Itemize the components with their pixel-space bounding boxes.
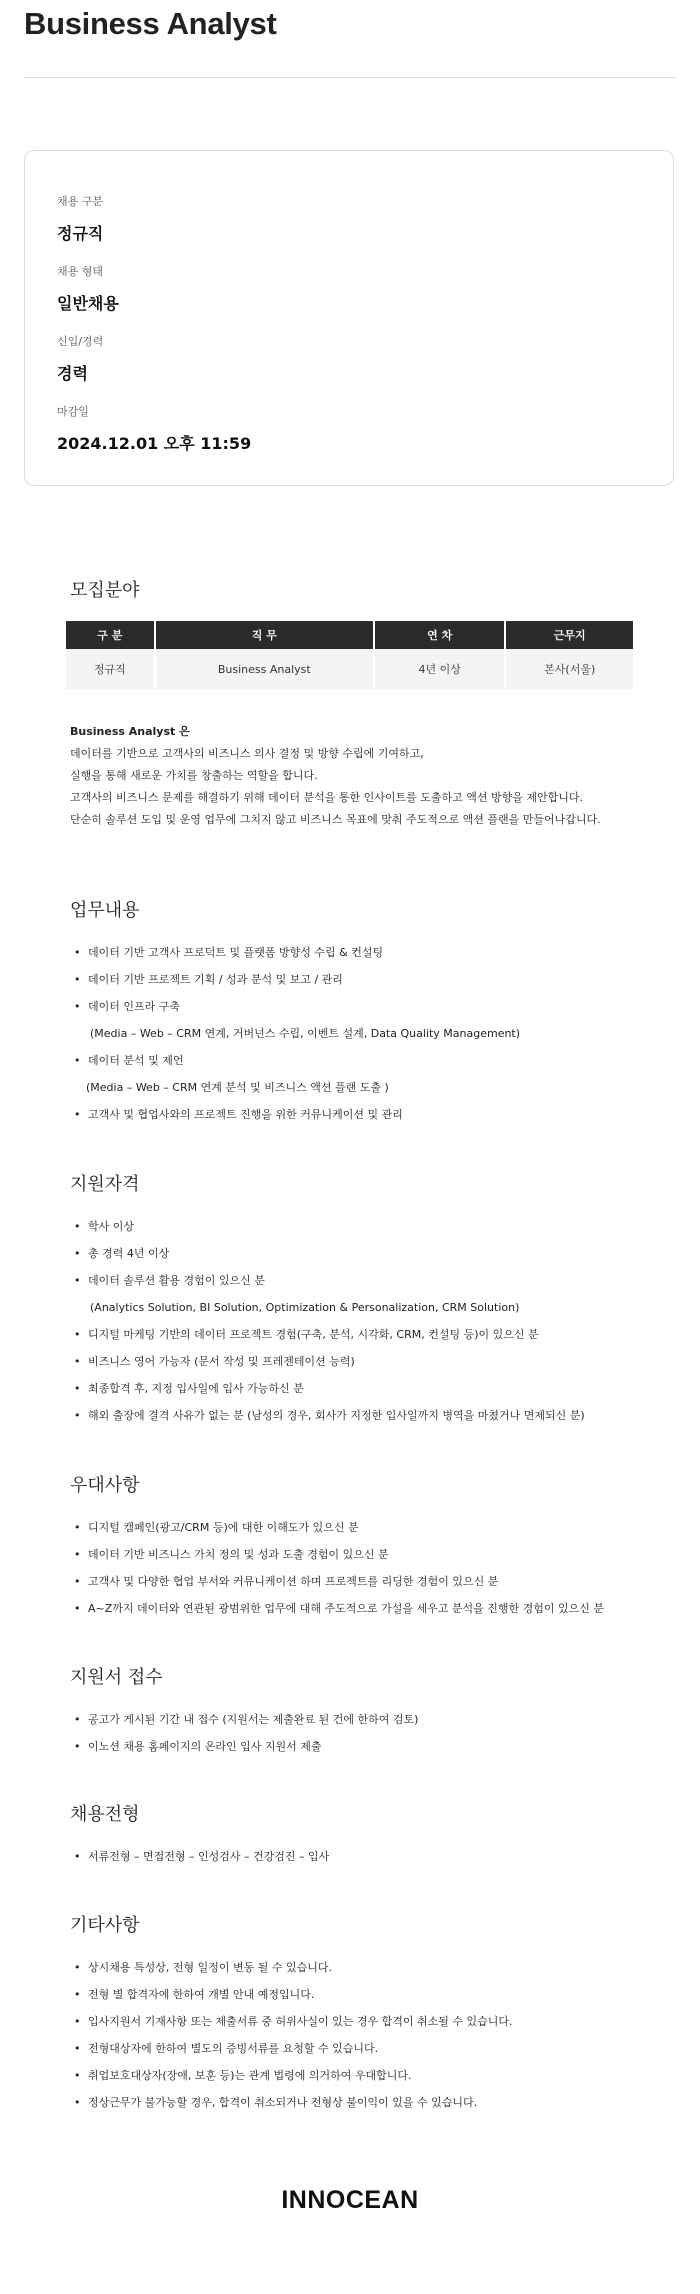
table-cell: 본사(서울) xyxy=(506,649,633,689)
etc-list xyxy=(74,1954,674,2116)
table-cell: 정규직 xyxy=(66,649,154,689)
job-intro xyxy=(70,721,670,831)
table-header-cell: 직 무 xyxy=(156,621,373,649)
list-item: • 이노션 채용 홈페이지의 온라인 입사 지원서 제출 xyxy=(74,1733,674,1760)
list-item: • 데이터 기반 프로젝트 기획 / 성과 분석 및 보고 / 관리 xyxy=(74,966,674,993)
list-item: • 최종합격 후, 지정 입사일에 입사 가능하신 분 xyxy=(74,1375,674,1402)
process-list xyxy=(74,1843,674,1870)
intro-line: 고객사의 비즈니스 문제를 해결하기 위해 데이터 분석을 통한 인사이트를 도출하고 액션 방향을 제안합니다. xyxy=(70,791,583,804)
list-item: • 고객사 및 다양한 협업 부서와 커뮤니케이션 하며 프로젝트를 리딩한 경험이 있으신 분 xyxy=(74,1568,674,1595)
table-cell: 4년 이상 xyxy=(375,649,505,689)
job-summary-card xyxy=(24,150,674,486)
summary-label: 채용 형태 xyxy=(57,265,104,278)
table-header-cell: 구 분 xyxy=(66,621,154,649)
preferred-list xyxy=(74,1514,674,1622)
list-item: • 전형 별 합격자에 한하여 개별 안내 예정입니다. xyxy=(74,1981,674,2008)
list-item: • 입사지원서 기재사항 또는 제출서류 중 허위사실이 있는 경우 합격이 취소될 수 있습니다. xyxy=(74,2008,674,2035)
list-item: • 전형대상자에 한하여 별도의 증빙서류를 요청할 수 있습니다. xyxy=(74,2035,674,2062)
list-item: • 상시채용 특성상, 전형 일정이 변동 될 수 있습니다. xyxy=(74,1954,674,1981)
section-title-preferred: 우대사항 xyxy=(70,1475,140,1496)
intro-line: 데이터를 기반으로 고객사의 비즈니스 의사 결정 및 방향 수립에 기여하고, xyxy=(70,747,424,760)
summary-value: 정규직 xyxy=(57,224,104,243)
list-item: • 데이터 기반 비즈니스 가치 정의 및 성과 도출 경험이 있으신 분 xyxy=(74,1541,674,1568)
table-cell: Business Analyst xyxy=(156,649,373,689)
list-item-detail: (Media – Web – CRM 연계, 거버넌스 수립, 이벤트 설계, Data Quality Management) xyxy=(90,1027,521,1040)
list-item: • 공고가 게시된 기간 내 접수 (지원서는 제출완료 된 건에 한하여 검토) xyxy=(74,1706,674,1733)
list-item: • 데이터 분석 및 제언 xyxy=(74,1047,674,1074)
summary-label: 채용 구분 xyxy=(57,195,104,208)
list-item: • 데이터 솔루션 활용 경험이 있으신 분 xyxy=(74,1267,674,1294)
section-title-duties: 업무내용 xyxy=(70,900,140,921)
summary-employment-type xyxy=(57,193,103,244)
recruit-table xyxy=(64,621,635,689)
page-title: Business Analyst xyxy=(24,6,277,41)
intro-lead: Business Analyst 은 xyxy=(70,725,190,738)
section-title-qualifications: 지원자격 xyxy=(70,1174,140,1195)
list-item: • 정상근무가 불가능할 경우, 합격이 취소되거나 전형상 불이익이 있을 수 있습니다. xyxy=(74,2089,674,2116)
section-title-application: 지원서 접수 xyxy=(70,1667,163,1688)
summary-hiring-form xyxy=(57,263,119,314)
list-item: • 고객사 및 협업사와의 프로젝트 진행을 위한 커뮤니케이션 및 관리 xyxy=(74,1101,674,1128)
list-item: • 디지털 마케팅 기반의 데이터 프로젝트 경험(구축, 분석, 시각화, CRM, 컨설팅 등)이 있으신 분 xyxy=(74,1321,674,1348)
table-header-cell: 근무지 xyxy=(506,621,633,649)
summary-deadline xyxy=(57,403,251,454)
list-item: • 데이터 인프라 구축 xyxy=(74,993,674,1020)
list-item: • 해외 출장에 결격 사유가 없는 분 (남성의 경우, 회사가 지정한 입사일까지 병역을 마쳤거나 면제되신 분) xyxy=(74,1402,674,1429)
list-item: • A~Z까지 데이터와 연관된 광범위한 업무에 대해 주도적으로 가설을 세우고 분석을 진행한 경험이 있으신 분 xyxy=(74,1595,674,1622)
intro-line: 단순히 솔루션 도입 및 운영 업무에 그치지 않고 비즈니스 목표에 맞춰 주도적으로 액션 플랜을 만들어나갑니다. xyxy=(70,813,601,826)
qualifications-list xyxy=(74,1213,674,1429)
title-divider xyxy=(24,77,676,78)
section-title-process: 채용전형 xyxy=(70,1804,140,1825)
application-list xyxy=(74,1706,674,1760)
summary-value: 일반채용 xyxy=(57,294,119,313)
intro-line: 실행을 통해 새로운 가치를 창출하는 역할을 합니다. xyxy=(70,769,318,782)
summary-career-level xyxy=(57,333,103,384)
duties-list xyxy=(74,939,674,1128)
innocean-logo: INNOCEAN xyxy=(281,2186,419,2214)
list-item-detail: (Media – Web – CRM 연계 분석 및 비즈니스 액션 플랜 도출 ) xyxy=(86,1081,389,1094)
list-item: • 총 경력 4년 이상 xyxy=(74,1240,674,1267)
list-item: • 비즈니스 영어 가능자 (문서 작성 및 프레젠테이션 능력) xyxy=(74,1348,674,1375)
section-title-recruit: 모집분야 xyxy=(70,580,140,601)
table-row xyxy=(66,649,633,689)
list-item: • 취업보호대상자(장애, 보훈 등)는 관계 법령에 의거하여 우대합니다. xyxy=(74,2062,674,2089)
list-item: • 서류전형 – 면접전형 – 인성검사 – 건강검진 – 입사 xyxy=(74,1843,674,1870)
summary-label: 마감일 xyxy=(57,405,89,418)
list-item: • 데이터 기반 고객사 프로덕트 및 플랫폼 방향성 수립 & 컨설팅 xyxy=(74,939,674,966)
list-item: • 학사 이상 xyxy=(74,1213,674,1240)
table-header-row xyxy=(66,621,633,649)
summary-value: 2024.12.01 오후 11:59 xyxy=(57,434,252,453)
summary-label: 신입/경력 xyxy=(57,335,104,348)
table-header-cell: 연 차 xyxy=(375,621,505,649)
summary-value: 경력 xyxy=(57,364,88,383)
list-item: • 디지털 캠페인(광고/CRM 등)에 대한 이해도가 있으신 분 xyxy=(74,1514,674,1541)
section-title-etc: 기타사항 xyxy=(70,1915,140,1936)
list-item-detail: (Analytics Solution, BI Solution, Optimization & Personalization, CRM Solution) xyxy=(90,1301,520,1314)
